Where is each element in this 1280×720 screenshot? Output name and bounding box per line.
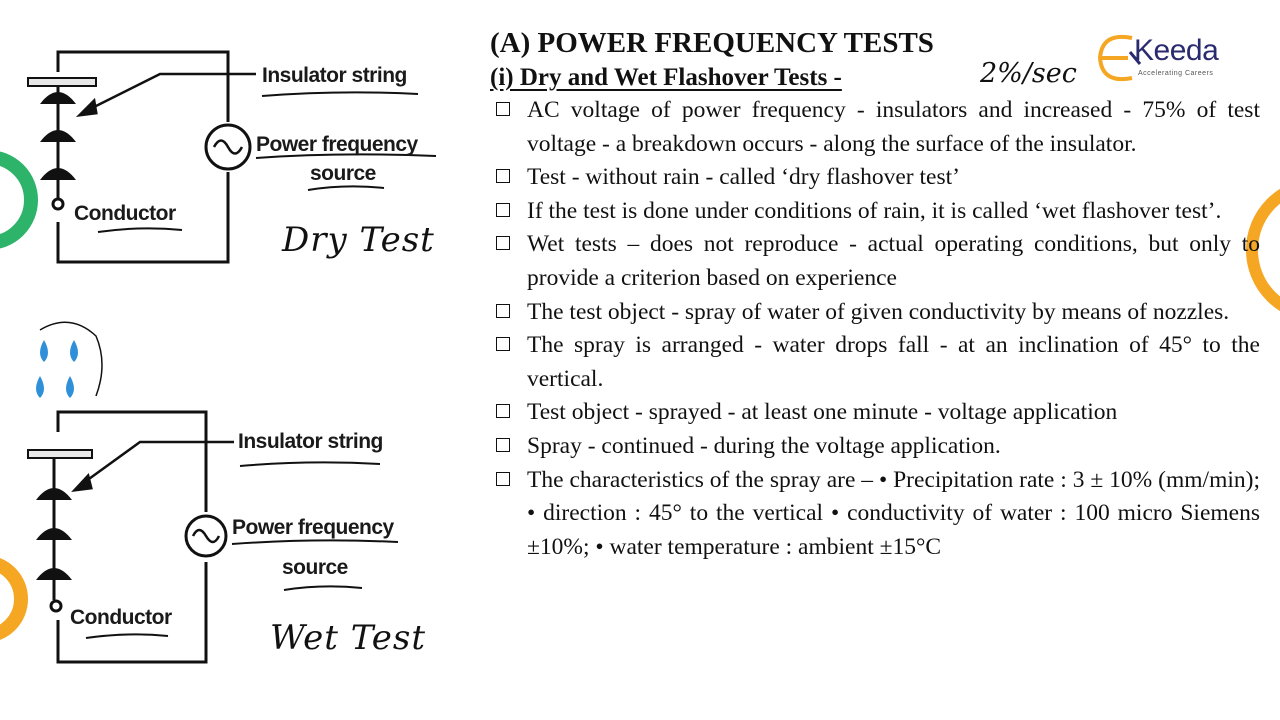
bullet-item: Spray - continued - during the voltage application. bbox=[490, 430, 1260, 464]
bullet-item: The characteristics of the spray are – • Precipitation rate : 3 ± 10% (mm/min); • direction : 45° to the vertical • conductivity of water : 100 micro Siemens ±10%; • water temperature : ambient ±15°C bbox=[490, 464, 1260, 565]
dry-source-label-line2: source bbox=[310, 162, 376, 185]
water-drops-icon bbox=[36, 340, 78, 398]
subsection-title: (i) Dry and Wet Flashover Tests - bbox=[490, 64, 842, 91]
checkbox-bullet-icon bbox=[496, 472, 510, 486]
diagram-panel bbox=[0, 0, 470, 720]
wet-source-label-line1: Power frequency bbox=[232, 516, 394, 539]
wet-conductor-label: Conductor bbox=[70, 606, 172, 629]
dry-insulator-string-label: Insulator string bbox=[262, 64, 407, 87]
dry-test-handwritten-label: Dry Test bbox=[282, 220, 435, 260]
dry-source-label-line1: Power frequency bbox=[256, 133, 418, 156]
section-title: (A) POWER FREQUENCY TESTS bbox=[490, 27, 934, 59]
logo-tagline: Accelerating Careers bbox=[1138, 70, 1214, 77]
checkbox-bullet-icon bbox=[496, 337, 510, 351]
bullet-item: The spray is arranged - water drops fall - at an inclination of 45° to the vertical. bbox=[490, 329, 1260, 396]
handwritten-annotation: 2%/sec bbox=[980, 58, 1077, 89]
wet-source-label-line2: source bbox=[282, 556, 348, 579]
checkbox-bullet-icon bbox=[496, 102, 510, 116]
checkbox-bullet-icon bbox=[496, 404, 510, 418]
bullet-item: The test object - spray of water of given conductivity by means of nozzles. bbox=[490, 296, 1260, 330]
bullet-item: AC voltage of power frequency - insulators and increased - 75% of test voltage - a breakdown occurs - along the surface of the insulator. bbox=[490, 94, 1260, 161]
wet-insulator-string-label: Insulator string bbox=[238, 430, 383, 453]
wet-test-circuit bbox=[0, 300, 470, 720]
bullet-list bbox=[490, 94, 1260, 564]
bullet-item: Test object - sprayed - at least one minute - voltage application bbox=[490, 396, 1260, 430]
checkbox-bullet-icon bbox=[496, 236, 510, 250]
checkbox-bullet-icon bbox=[496, 169, 510, 183]
logo-brand-text: Keeda bbox=[1134, 34, 1219, 67]
checkbox-bullet-icon bbox=[496, 203, 510, 217]
bullet-item: Wet tests – does not reproduce - actual operating conditions, but only to provide a criterion based on experience bbox=[490, 228, 1260, 295]
dry-test-circuit bbox=[0, 0, 470, 300]
bullet-item: If the test is done under conditions of rain, it is called ‘wet flashover test’. bbox=[490, 195, 1260, 229]
wet-test-handwritten-label: Wet Test bbox=[270, 618, 427, 658]
dry-conductor-label: Conductor bbox=[74, 202, 176, 225]
bullet-item: Test - without rain - called ‘dry flashover test’ bbox=[490, 161, 1260, 195]
checkbox-bullet-icon bbox=[496, 304, 510, 318]
content-panel bbox=[490, 24, 1260, 564]
checkbox-bullet-icon bbox=[496, 438, 510, 452]
